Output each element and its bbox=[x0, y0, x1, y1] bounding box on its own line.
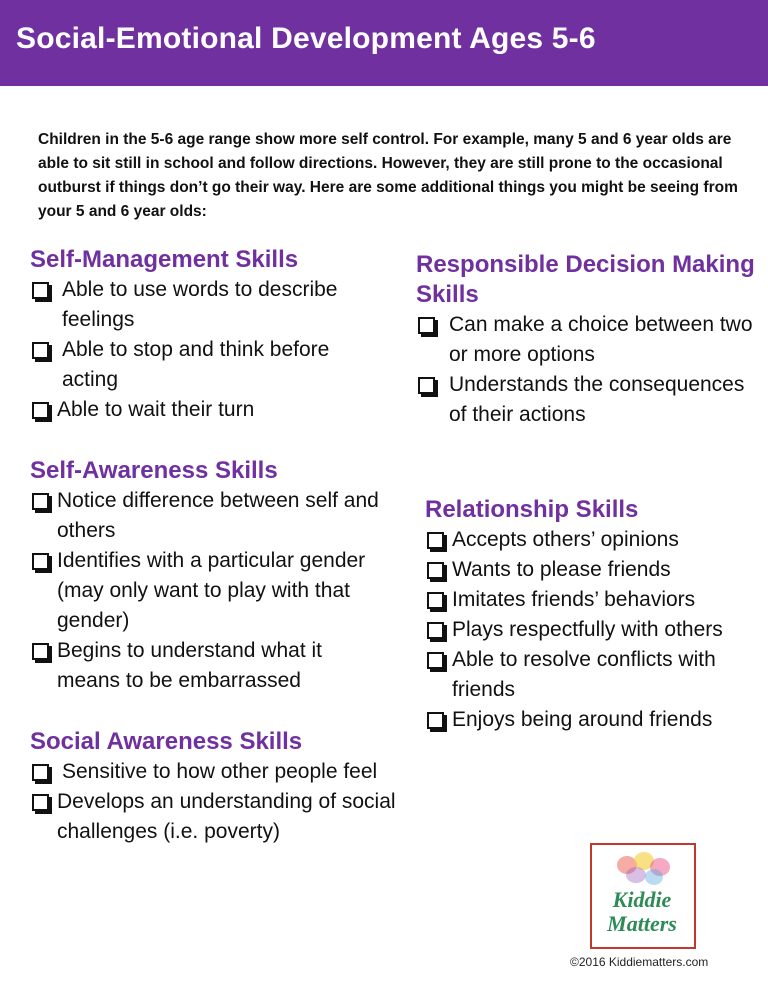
checklist-item: Able to stop and think before acting bbox=[30, 335, 390, 395]
self-management-section bbox=[30, 245, 390, 425]
responsible-decision-section bbox=[416, 250, 756, 430]
checklist-item: Enjoys being around friends bbox=[425, 705, 765, 735]
checkbox-icon bbox=[427, 712, 444, 729]
checkbox-icon bbox=[427, 532, 444, 549]
checkbox-icon bbox=[427, 562, 444, 579]
checklist-item: Wants to please friends bbox=[425, 555, 765, 585]
checkbox-icon bbox=[418, 377, 435, 394]
hands-logo-icon bbox=[592, 845, 694, 947]
social-awareness-heading: Social Awareness Skills bbox=[30, 728, 303, 755]
social-awareness-section bbox=[30, 727, 400, 847]
checkbox-icon bbox=[32, 764, 49, 781]
responsible-decision-heading: Responsible Decision Making Skills bbox=[416, 251, 755, 308]
checkbox-icon bbox=[32, 553, 49, 570]
checklist-item: Able to wait their turn bbox=[30, 395, 390, 425]
self-management-heading: Self-Management Skills bbox=[30, 246, 299, 273]
checklist-item: Can make a choice between two or more options bbox=[416, 310, 756, 370]
checklist-item: Imitates friends’ behaviors bbox=[425, 585, 765, 615]
checkbox-icon bbox=[418, 317, 435, 334]
checkbox-icon bbox=[32, 493, 49, 510]
checkbox-icon bbox=[32, 643, 49, 660]
self-awareness-heading: Self-Awareness Skills bbox=[30, 457, 278, 484]
checkbox-icon bbox=[427, 592, 444, 609]
copyright-text: ©2016 Kiddiematters.com bbox=[570, 955, 709, 969]
kiddie-matters-logo bbox=[590, 843, 696, 949]
checklist-item: Understands the consequences of their actions bbox=[416, 370, 756, 430]
self-awareness-section bbox=[30, 456, 390, 696]
checkbox-icon bbox=[32, 794, 49, 811]
checkbox-icon bbox=[32, 342, 49, 359]
checklist-item: Sensitive to how other people feel bbox=[30, 757, 400, 787]
intro-paragraph: Children in the 5-6 age range show more self control. For example, many 5 and 6 year olds are able to sit still in school and follow directions. However, they are still prone to the occasional outburst if things don’t go their way. Here are some additional things you might be seeing from your 5 and 6 year olds: bbox=[38, 130, 738, 220]
svg-text:Matters: Matters bbox=[607, 911, 677, 936]
relationship-section bbox=[425, 495, 765, 735]
checkbox-icon bbox=[427, 652, 444, 669]
title-banner bbox=[0, 0, 768, 86]
checklist-item: Able to use words to describe feelings bbox=[30, 275, 390, 335]
checklist-item: Begins to understand what it means to be embarrassed bbox=[30, 636, 390, 696]
page-title: Social-Emotional Development Ages 5-6 bbox=[16, 22, 596, 55]
checklist-item: Plays respectfully with others bbox=[425, 615, 765, 645]
svg-text:Kiddie: Kiddie bbox=[612, 887, 672, 912]
checklist-item: Identifies with a particular gender (may only want to play with that gender) bbox=[30, 546, 390, 636]
checklist-item: Develops an understanding of social challenges (i.e. poverty) bbox=[30, 787, 400, 847]
checkbox-icon bbox=[32, 282, 49, 299]
relationship-heading: Relationship Skills bbox=[425, 496, 639, 523]
checklist-item: Notice difference between self and others bbox=[30, 486, 390, 546]
checkbox-icon bbox=[32, 402, 49, 419]
checklist-item: Accepts others’ opinions bbox=[425, 525, 765, 555]
checklist-item: Able to resolve conflicts with friends bbox=[425, 645, 765, 705]
checkbox-icon bbox=[427, 622, 444, 639]
